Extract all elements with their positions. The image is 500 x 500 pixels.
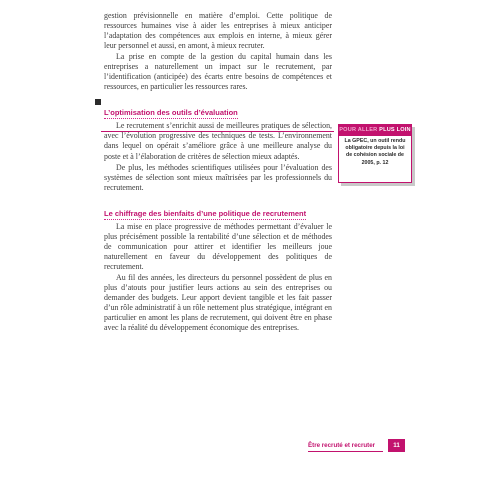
paragraph: gestion prévisionnelle en matière d’emploi. Cette politique de ressources humaines vise à aider les entreprises à mieux anticiper l’adaptation des compétences aux emplois en interne, à mieux gérer leur personnel et aussi, en amont, à mieux recruter.: [104, 11, 332, 51]
page-number: 11: [388, 439, 405, 452]
sidebar-header: [339, 124, 411, 136]
sidebar-text: La GPEC, un outil rendu obligatoire depuis la loi de cohésion sociale de 2005, p. 12: [344, 138, 406, 166]
sidebar-header-suffix: PLUS LOIN: [379, 127, 411, 133]
section-title-evaluation: L’optimisation des outils d’évaluation: [104, 108, 238, 118]
section-title-chiffrage: Le chiffrage des bienfaits d’une politique de recrutement: [104, 208, 307, 218]
margin-marker: [95, 99, 101, 105]
paragraph: Au fil des années, les directeurs du personnel possèdent de plus en plus d’atouts pour justifier leurs actions au sein des entreprises ou demander des budgets. Leur apport devient tangible et les fait passer d’un rôle administratif à un rôle nettement plus stratégique, intégrant en particulier en amont les plans de recrutement, qui doivent être en phase avec la réalité du développement économique des entreprises.: [104, 272, 332, 333]
sidebar-box: [338, 124, 412, 183]
main-text-column: [104, 11, 332, 333]
paragraph: La prise en compte de la gestion du capital humain dans les entreprises a naturellement un impact sur le recrutement, par l’identification (anticipée) des écarts entre besoins de compétences et ressources, en particulier les ressources rares.: [104, 52, 332, 92]
sidebar-header-prefix: POUR ALLER: [339, 127, 378, 133]
paragraph: La mise en place progressive de méthodes permettant d’évaluer le plus précisément possible la rentabilité d’une sélection et de méthodes de communication pour attirer et identifier les meilleurs joue naturellement en faveur du développement des politiques de recrutement.: [104, 221, 332, 271]
paragraph: De plus, les méthodes scientifiques utilisées pour l’évaluation des systèmes de sélection sont mieux maîtrisées par les professionnels du recrutement.: [104, 162, 332, 192]
footer-book-title: Être recruté et recruter: [308, 439, 383, 452]
paragraph: Le recrutement s’enrichit aussi de meilleures pratiques de sélection, avec l’évolution progressive des techniques de tests. L’environnement dans lequel on opérait s’améliore grâce à une meilleure analyse du poste et à l’élaboration de critères de sélection mieux adaptés.: [104, 121, 332, 161]
